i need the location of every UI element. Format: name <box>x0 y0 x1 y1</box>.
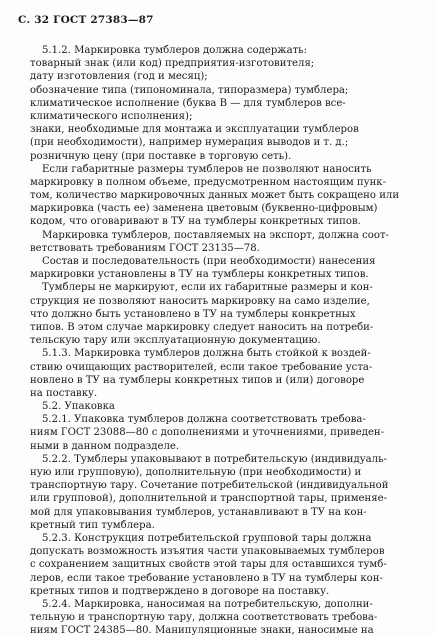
text-line: климатического исполнения); <box>30 110 193 122</box>
document-body <box>30 44 422 637</box>
text-line: розничную цену (при поставке в торговую сеть). <box>30 150 292 162</box>
text-line: том, количество маркировочных данных может быть сокращено или <box>30 190 400 202</box>
text-line: ветствовать требованиям ГОСТ 23135—78. <box>30 242 260 254</box>
text-line: что должно быть установлено в ТУ на тумблеры конкретных <box>30 308 356 320</box>
text-line: Маркировка тумблеров, поставляемых на экспорт, должна соот- <box>42 229 389 241</box>
text-line: ниям ГОСТ 24385—80. Манипуляционные знаки, наносимые на <box>30 625 374 637</box>
text-line: 5.2.3. Конструкция потребительской групповой тары должна <box>42 532 372 544</box>
text-line: знаки, необходимые для монтажа и эксплуатации тумблеров <box>30 124 359 136</box>
text-line: транспортную тару. Сочетание потребительской (индивидуальной <box>30 480 389 492</box>
text-line: товарный знак (или код) предприятия-изготовителя; <box>30 58 315 70</box>
text-line: с сохранением защитных свойств этой тары для оставшихся тумб- <box>30 559 387 571</box>
text-line: 5.2.2. Тумблеры упаковывают в потребительскую (индивидуаль- <box>42 453 387 465</box>
text-line: ниям ГОСТ 23088—80 с дополнениями и уточнениями, приведен- <box>30 427 385 439</box>
text-line: 5.2.1. Упаковка тумблеров должна соответствовать требова- <box>42 414 366 426</box>
section-heading: 5.2. Упаковка <box>42 401 115 413</box>
text-line: 5.1.3. Маркировка тумблеров должна быть стойкой к воздей- <box>42 348 371 360</box>
text-line: на поставку. <box>30 387 98 399</box>
text-line: тельную и транспортную тару, должна соответствовать требова- <box>30 612 378 624</box>
text-line: мой для упаковывания тумблеров, устанавливают в ТУ на кон- <box>30 506 367 518</box>
text-line: Если габаритные размеры тумблеров не позволяют наносить <box>42 163 372 175</box>
text-line: ствию очищающих растворителей, если такое требование уста- <box>30 361 373 373</box>
text-line: тельскую тару или эксплуатационную документацию. <box>30 335 321 347</box>
text-line: допускать возможность изъятия части упаковываемых тумблеров <box>30 546 385 558</box>
text-line: маркировки установлены в ТУ на тумблеры конкретных типов. <box>30 269 369 281</box>
text-line: новлено в ТУ на тумблеры конкретных типов и (или) договоре <box>30 374 365 386</box>
text-line: ную или групповую), дополнительную (при необходимости) и <box>30 467 362 478</box>
text-line: струкция не позволяют наносить маркировку на само изделие, <box>30 295 370 307</box>
text-line: дату изготовления (год и месяц); <box>30 71 208 83</box>
text-line: 5.1.2. Маркировка тумблеров должна содержать: <box>42 45 308 56</box>
text-line: кретный тип тумблера. <box>30 519 155 531</box>
text-line: кодом, что оговаривают в ТУ на тумблеры конкретных типов. <box>30 216 361 228</box>
text-line: ными в данном подразделе. <box>30 440 180 452</box>
text-line: или групповой), дополнительной и транспортной тары, применяе- <box>30 493 388 505</box>
text-line: маркировка (часть ее) заменена цветовым (буквенно-цифровым) <box>30 203 378 215</box>
text-line: Тумблеры не маркируют, если их габаритные размеры и кон- <box>42 282 373 294</box>
text-line: кретных типов и подтверждено в договоре на поставку. <box>30 585 330 597</box>
text-line: маркировку в полном объеме, предусмотренном настоящим пунк- <box>30 176 387 188</box>
page-header: С. 32 ГОСТ 27383—87 <box>18 14 154 26</box>
text-line: климатическое исполнение (буква В — для тумблеров все- <box>30 97 346 109</box>
text-line: 5.2.4. Маркировка, наносимая на потребительскую, дополни- <box>42 598 373 610</box>
text-line: леров, если такое требование установлено в ТУ на тумблеры кон- <box>30 572 383 584</box>
text-line: (при необходимости), например нумерация выводов и т. д.; <box>30 137 349 149</box>
text-line: типов. В этом случае маркировку следует наносить на потреби- <box>30 321 374 333</box>
text-line: Состав и последовательность (при необходимости) нанесения <box>42 256 376 267</box>
text-line: обозначение типа (типономинала, типоразмера) тумблера; <box>30 84 349 96</box>
